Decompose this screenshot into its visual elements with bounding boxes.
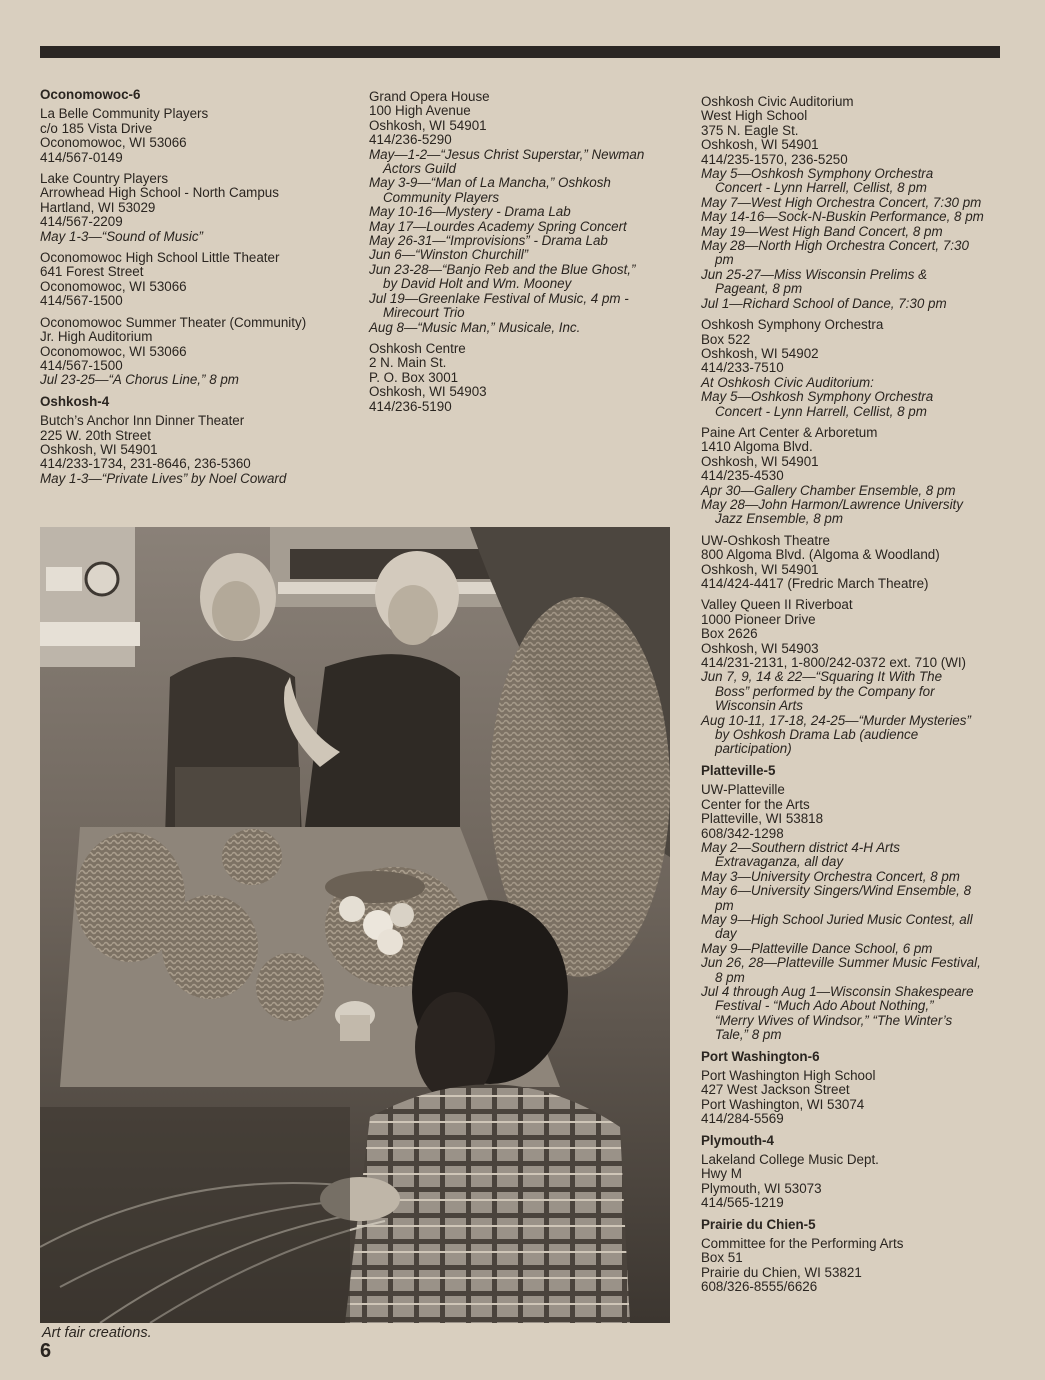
event-line: May—1-2—“Jesus Christ Superstar,” Newman	[369, 146, 645, 162]
listing-line: Oshkosh, WI 54901	[701, 137, 819, 153]
event-line: Jul 4 through Aug 1—Wisconsin Shakespeare	[701, 983, 974, 999]
venue-listing	[701, 426, 1006, 527]
listing-line: 414/235-4530	[701, 468, 784, 484]
listing-line: Lake Country Players	[40, 171, 169, 187]
listing-line: 641 Forest Street	[40, 264, 144, 280]
listing-line: 414/284-5569	[701, 1111, 784, 1127]
event-line: Jun 25-27—Miss Wisconsin Prelims &	[701, 266, 928, 282]
event-line: May 2—Southern district 4-H Arts	[701, 839, 900, 855]
listing-line: 608/326-8555/6626	[701, 1279, 818, 1295]
listing-line: Hartland, WI 53029	[40, 199, 156, 215]
section-heading: Plymouth-4	[701, 1132, 774, 1148]
listing-line: 100 High Avenue	[369, 103, 471, 119]
listing-line: 427 West Jackson Street	[701, 1082, 850, 1098]
listing-line: Butch’s Anchor Inn Dinner Theater	[40, 413, 245, 429]
listings-column-3	[701, 95, 1006, 1302]
page-number: 6	[40, 1340, 52, 1362]
venue-listing	[40, 414, 345, 486]
listing-line: Oshkosh Civic Auditorium	[701, 94, 854, 109]
event-line: May 3—University Orchestra Concert, 8 pm	[701, 868, 960, 884]
event-line: May 3-9—“Man of La Mancha,” Oshkosh	[369, 175, 611, 191]
event-line: May 10-16—Mystery - Drama Lab	[369, 204, 571, 220]
event-line: May 6—University Singers/Wind Ensemble, 8	[701, 883, 972, 899]
event-line: May 7—West High Orchestra Concert, 7:30 pm	[701, 194, 982, 210]
listing-line: Oshkosh, WI 54901	[369, 117, 487, 133]
venue-listing	[701, 1153, 1006, 1211]
listing-line: Oconomowoc, WI 53066	[40, 343, 187, 359]
event-line: Concert - Lynn Harrell, Cellist, 8 pm	[715, 403, 927, 419]
event-line: May 9—High School Juried Music Contest, all	[701, 911, 973, 927]
listing-line: 1000 Pioneer Drive	[701, 611, 816, 627]
section-heading: Prairie du Chien-5	[701, 1216, 816, 1232]
listing-line: 414/231-2131, 1-800/242-0372 ext. 710 (WI)	[701, 655, 967, 671]
event-line: Jun 7, 9, 14 & 22—“Squaring It With The	[701, 669, 943, 685]
listing-line: Grand Opera House	[369, 89, 490, 104]
event-line: Apr 30—Gallery Chamber Ensemble, 8 pm	[701, 482, 956, 498]
listing-line: Oshkosh Centre	[369, 340, 466, 356]
listing-line: 414/236-5190	[369, 398, 452, 414]
listing-line: UW-Platteville	[701, 782, 785, 798]
event-line: pm	[715, 897, 734, 913]
listing-line: Center for the Arts	[701, 796, 810, 812]
listing-line: Oshkosh, WI 54902	[701, 345, 819, 361]
top-rule-bar	[40, 46, 1000, 58]
listing-line: 800 Algoma Blvd. (Algoma & Woodland)	[701, 547, 940, 563]
listing-line: Lakeland College Music Dept.	[701, 1152, 879, 1168]
listing-line: Oconomowoc, WI 53066	[40, 278, 187, 294]
event-line: Jun 6—“Winston Churchill”	[369, 247, 529, 263]
venue-listing	[40, 251, 345, 309]
listing-line: UW-Oshkosh Theatre	[701, 532, 830, 548]
event-line: Jun 23-28—“Banjo Reb and the Blue Ghost,”	[369, 261, 636, 277]
event-line: 8 pm	[715, 969, 745, 985]
venue-listing	[701, 534, 1006, 592]
listing-line: 414/567-0149	[40, 149, 123, 165]
listing-line: 414/236-5290	[369, 132, 452, 148]
art-fair-photo	[40, 527, 670, 1323]
listing-line: Hwy M	[701, 1166, 742, 1182]
listing-line: P. O. Box 3001	[369, 369, 459, 385]
listing-line: Port Washington, WI 53074	[701, 1096, 865, 1112]
event-line: Tale,” 8 pm	[715, 1027, 782, 1043]
listing-line: Box 522	[701, 331, 751, 347]
venue-listing	[369, 90, 689, 335]
listing-line: West High School	[701, 108, 808, 124]
event-line: by Oshkosh Drama Lab (audience	[715, 727, 919, 743]
listing-line: c/o 185 Vista Drive	[40, 120, 153, 136]
listing-line: 414/233-7510	[701, 360, 784, 376]
section-heading: Port Washington-6	[701, 1048, 820, 1064]
event-line: May 28—John Harmon/Lawrence University	[701, 496, 963, 512]
event-line: “Merry Wives of Windsor,” “The Winter’s	[715, 1012, 953, 1028]
listing-line: 414/424-4417 (Fredric March Theatre)	[701, 576, 929, 591]
venue-listing	[701, 1237, 1006, 1295]
listing-line: 1410 Algoma Blvd.	[701, 439, 813, 455]
event-line: Jazz Ensemble, 8 pm	[715, 511, 844, 527]
section-heading: Oconomowoc-6	[40, 87, 141, 102]
event-line: May 9—Platteville Dance School, 6 pm	[701, 940, 933, 956]
event-line: Jun 26, 28—Platteville Summer Music Festival,	[701, 955, 981, 971]
event-line: day	[715, 926, 737, 942]
venue-listing	[701, 1069, 1006, 1127]
listing-line: 414/567-1500	[40, 293, 123, 309]
event-line: Aug 10-11, 17-18, 24-25—“Murder Mysteries”	[701, 712, 971, 728]
listing-line: Prairie du Chien, WI 53821	[701, 1264, 862, 1280]
event-line: Jul 1—Richard School of Dance, 7:30 pm	[701, 295, 947, 311]
section-heading: Oshkosh-4	[40, 393, 110, 409]
event-line: Actors Guild	[383, 161, 456, 177]
venue-listing	[701, 95, 1006, 311]
listing-line: 414/233-1734, 231-8646, 236-5360	[40, 456, 251, 472]
event-line: Festival - “Much Ado About Nothing,”	[715, 998, 934, 1014]
listing-line: Oconomowoc, WI 53066	[40, 135, 187, 151]
listing-line: Oshkosh, WI 54903	[701, 640, 819, 656]
event-line: Boss” performed by the Company for	[715, 683, 935, 699]
event-line: Jul 19—Greenlake Festival of Music, 4 pm -	[369, 290, 629, 306]
venue-listing	[369, 342, 689, 414]
event-line: Pageant, 8 pm	[715, 281, 803, 297]
event-line: Jul 23-25—“A Chorus Line,” 8 pm	[40, 372, 239, 388]
listing-line: Plymouth, WI 53073	[701, 1180, 822, 1196]
event-line: May 14-16—Sock-N-Buskin Performance, 8 pm	[701, 209, 984, 225]
listing-line: Committee for the Performing Arts	[701, 1236, 904, 1252]
event-line: May 1-3—“Private Lives” by Noel Coward	[40, 470, 287, 486]
venue-listing	[40, 107, 345, 165]
listings-column-1	[40, 88, 345, 493]
listing-line: Arrowhead High School - North Campus	[40, 185, 279, 201]
listing-line: Jr. High Auditorium	[40, 329, 153, 345]
listing-line: Oshkosh, WI 54901	[701, 453, 819, 469]
event-line: pm	[715, 252, 734, 268]
event-line: May 26-31—“Improvisions” - Drama Lab	[369, 233, 608, 249]
listing-line: Paine Art Center & Arboretum	[701, 424, 878, 440]
listing-line: Oshkosh, WI 54903	[369, 384, 487, 400]
listing-line: La Belle Community Players	[40, 106, 209, 122]
listings-column-2	[369, 90, 689, 421]
listing-line: 414/235-1570, 236-5250	[701, 151, 848, 167]
listing-line: 414/565-1219	[701, 1195, 784, 1211]
listing-line: Oconomowoc Summer Theater (Community)	[40, 314, 307, 330]
listing-line: 375 N. Eagle St.	[701, 122, 799, 138]
event-line: Aug 8—“Music Man,” Musicale, Inc.	[369, 319, 581, 335]
listing-line: Box 2626	[701, 626, 758, 642]
event-line: by David Holt and Wm. Mooney	[383, 276, 572, 292]
event-line: May 19—West High Band Concert, 8 pm	[701, 223, 943, 239]
event-line: May 1-3—“Sound of Music”	[40, 228, 203, 244]
listing-line: Oshkosh, WI 54901	[40, 441, 158, 457]
section-heading: Platteville-5	[701, 762, 776, 778]
venue-listing	[40, 316, 345, 388]
listing-line: Valley Queen II Riverboat	[701, 597, 853, 613]
listing-line: 225 W. 20th Street	[40, 427, 151, 443]
event-line: Mirecourt Trio	[383, 305, 465, 321]
photo-caption: Art fair creations.	[42, 1325, 152, 1341]
listing-line: Oconomowoc High School Little Theater	[40, 250, 280, 266]
listing-line: 414/567-1500	[40, 357, 123, 373]
event-line: May 28—North High Orchestra Concert, 7:30	[701, 238, 969, 254]
event-line: Extravaganza, all day	[715, 854, 844, 870]
venue-listing	[701, 598, 1006, 756]
event-line: Concert - Lynn Harrell, Cellist, 8 pm	[715, 180, 927, 196]
listing-line: Platteville, WI 53818	[701, 811, 824, 827]
event-line: May 5—Oshkosh Symphony Orchestra	[701, 389, 934, 405]
listing-line: Oshkosh, WI 54901	[701, 561, 819, 577]
listing-line: 414/567-2209	[40, 214, 123, 230]
event-line: participation)	[715, 741, 792, 757]
event-line: May 5—Oshkosh Symphony Orchestra	[701, 166, 934, 182]
listing-line: 608/342-1298	[701, 825, 784, 841]
venue-listing	[40, 172, 345, 244]
listing-line: 2 N. Main St.	[369, 355, 447, 371]
event-line: At Oshkosh Civic Auditorium:	[701, 374, 874, 390]
venue-listing	[701, 318, 1006, 419]
event-line: May 17—Lourdes Academy Spring Concert	[369, 218, 627, 234]
event-line: Wisconsin Arts	[715, 698, 803, 714]
listing-line: Port Washington High School	[701, 1068, 876, 1083]
listing-line: Box 51	[701, 1250, 743, 1266]
event-line: Community Players	[383, 189, 500, 205]
listing-line: Oshkosh Symphony Orchestra	[701, 317, 884, 333]
venue-listing	[701, 783, 1006, 1042]
